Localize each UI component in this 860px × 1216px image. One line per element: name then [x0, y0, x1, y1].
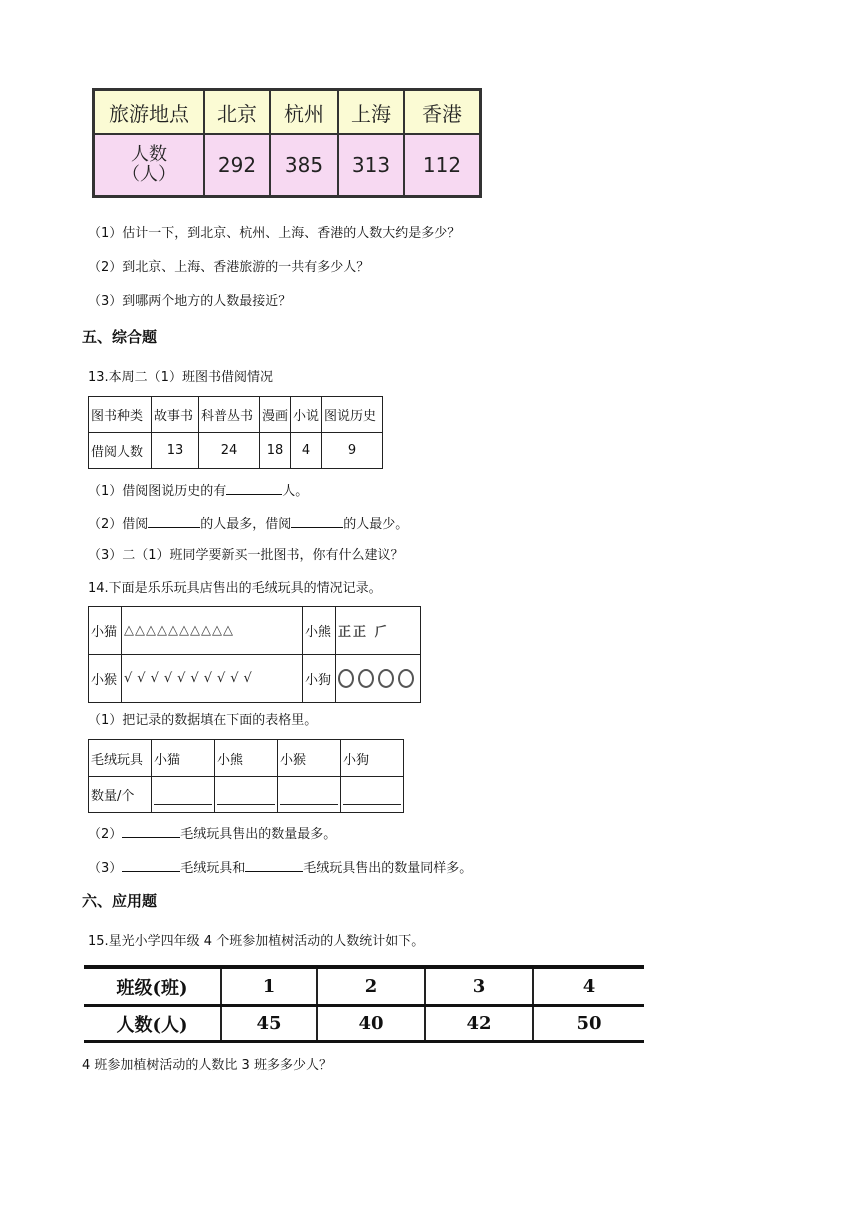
- fill-header-cell: 小狗: [341, 740, 404, 777]
- fill-answer-cell[interactable]: [215, 777, 278, 813]
- q13-value-cell: 9: [322, 433, 383, 469]
- circle-mark-icon: [378, 669, 394, 688]
- answer-blank[interactable]: [226, 480, 282, 495]
- q13-row-label: 借阅人数: [89, 433, 152, 469]
- q15-question: 4 班参加植树活动的人数比 3 班多多少人？: [82, 1058, 332, 1073]
- section5-title: 五、综合题: [82, 328, 158, 346]
- q15-title: 15.星光小学四年级 4 个班参加植树活动的人数统计如下。: [88, 934, 425, 949]
- q14-sub3: [88, 857, 472, 878]
- q14-sub3-text-a: （3）: [88, 861, 123, 876]
- q13-title: 13.本周二（1）班图书借阅情况: [88, 370, 273, 385]
- travel-row-label: [94, 134, 205, 197]
- record-cat-label: 小猫: [89, 607, 122, 655]
- q14-sub3-text-b: 毛绒玩具和: [180, 861, 246, 876]
- record-cat-marks: △△△△△△△△△△: [122, 607, 303, 655]
- circle-mark-icon: [398, 669, 414, 688]
- q15-value-cell: 45: [221, 1006, 317, 1042]
- q13-sub2-text-a: （2）借阅: [88, 517, 149, 532]
- answer-blank[interactable]: [245, 857, 303, 872]
- q13-header-cell: 小说: [291, 397, 322, 433]
- q15-header-cell: 1: [221, 967, 317, 1006]
- fill-header-cell: 毛绒玩具: [89, 740, 152, 777]
- q13-sub1-text-b: 人。: [282, 484, 309, 499]
- record-monkey-marks: √√√√√√√√√√: [122, 655, 303, 703]
- q15-value-cell: 50: [533, 1006, 644, 1042]
- q13-sub3: （3）二（1）班同学要新买一批图书，你有什么建议？: [88, 548, 404, 563]
- answer-blank[interactable]: [148, 513, 200, 528]
- q15-value-cell: 42: [425, 1006, 533, 1042]
- answer-blank[interactable]: [291, 513, 343, 528]
- q14-sub3-text-c: 毛绒玩具售出的数量同样多。: [303, 861, 473, 876]
- travel-value-cell: 313: [338, 134, 404, 197]
- q15-header-cell: 班级(班): [84, 967, 221, 1006]
- q13-sub2-text-c: 的人最少。: [343, 517, 409, 532]
- q14-sub1: （1）把记录的数据填在下面的表格里。: [88, 713, 318, 728]
- q15-value-cell: 40: [317, 1006, 425, 1042]
- record-dog-marks: [336, 655, 421, 703]
- q14-title: 14.下面是乐乐玩具店售出的毛绒玩具的情况记录。: [88, 581, 382, 596]
- fill-answer-cell[interactable]: [152, 777, 215, 813]
- section6-title: 六、应用题: [82, 892, 158, 910]
- answer-blank[interactable]: [122, 823, 180, 838]
- travel-question-3: （3）到哪两个地方的人数最接近？: [88, 294, 292, 309]
- q15-table: [84, 965, 644, 1043]
- fill-header-cell: 小熊: [215, 740, 278, 777]
- travel-header-cell: 北京: [204, 90, 270, 135]
- travel-header-cell: 杭州: [270, 90, 338, 135]
- q13-header-cell: 故事书: [152, 397, 199, 433]
- record-dog-label: 小狗: [303, 655, 336, 703]
- q15-header-cell: 2: [317, 967, 425, 1006]
- travel-value-cell: 112: [404, 134, 481, 197]
- travel-header-cell: 上海: [338, 90, 404, 135]
- q13-value-cell: 13: [152, 433, 199, 469]
- record-bear-label: 小熊: [303, 607, 336, 655]
- circle-mark-icon: [358, 669, 374, 688]
- q15-row-label: 人数(人): [84, 1006, 221, 1042]
- q14-sub2: [88, 823, 336, 844]
- fill-header-cell: 小猫: [152, 740, 215, 777]
- q13-value-cell: 24: [199, 433, 260, 469]
- fill-answer-cell[interactable]: [341, 777, 404, 813]
- q13-header-cell: 科普丛书: [199, 397, 260, 433]
- row-label-line1: 人数: [131, 144, 167, 165]
- travel-question-2: （2）到北京、上海、香港旅游的一共有多少人？: [88, 260, 370, 275]
- travel-table: [92, 88, 482, 198]
- q14-sub2-text-b: 毛绒玩具售出的数量最多。: [180, 827, 337, 842]
- q13-sub2: [88, 513, 408, 534]
- travel-header-cell: 香港: [404, 90, 481, 135]
- row-label-line2: （人）: [122, 164, 176, 185]
- q15-header-cell: 4: [533, 967, 644, 1006]
- q13-header-cell: 漫画: [260, 397, 291, 433]
- q13-value-cell: 18: [260, 433, 291, 469]
- q14-record-table: [88, 606, 421, 703]
- q14-sub2-text-a: （2）: [88, 827, 123, 842]
- answer-blank[interactable]: [122, 857, 180, 872]
- q13-table: [88, 396, 383, 469]
- travel-value-cell: 385: [270, 134, 338, 197]
- q13-sub2-text-b: 的人最多，借阅: [200, 517, 292, 532]
- q13-value-cell: 4: [291, 433, 322, 469]
- travel-value-cell: 292: [204, 134, 270, 197]
- q13-header-cell: 图说历史: [322, 397, 383, 433]
- q15-header-cell: 3: [425, 967, 533, 1006]
- record-bear-marks: 正正 𠂆: [336, 607, 421, 655]
- circle-mark-icon: [338, 669, 354, 688]
- fill-answer-cell[interactable]: [278, 777, 341, 813]
- fill-header-cell: 小猴: [278, 740, 341, 777]
- travel-header-cell: 旅游地点: [94, 90, 205, 135]
- q13-sub1-text-a: （1）借阅图说历史的有: [88, 484, 227, 499]
- q14-fill-table: [88, 739, 404, 813]
- record-monkey-label: 小猴: [89, 655, 122, 703]
- q13-header-cell: 图书种类: [89, 397, 152, 433]
- travel-question-1: （1）估计一下，到北京、杭州、上海、香港的人数大约是多少？: [88, 226, 461, 241]
- fill-row-label: 数量/个: [89, 777, 152, 813]
- q13-sub1: [88, 480, 308, 501]
